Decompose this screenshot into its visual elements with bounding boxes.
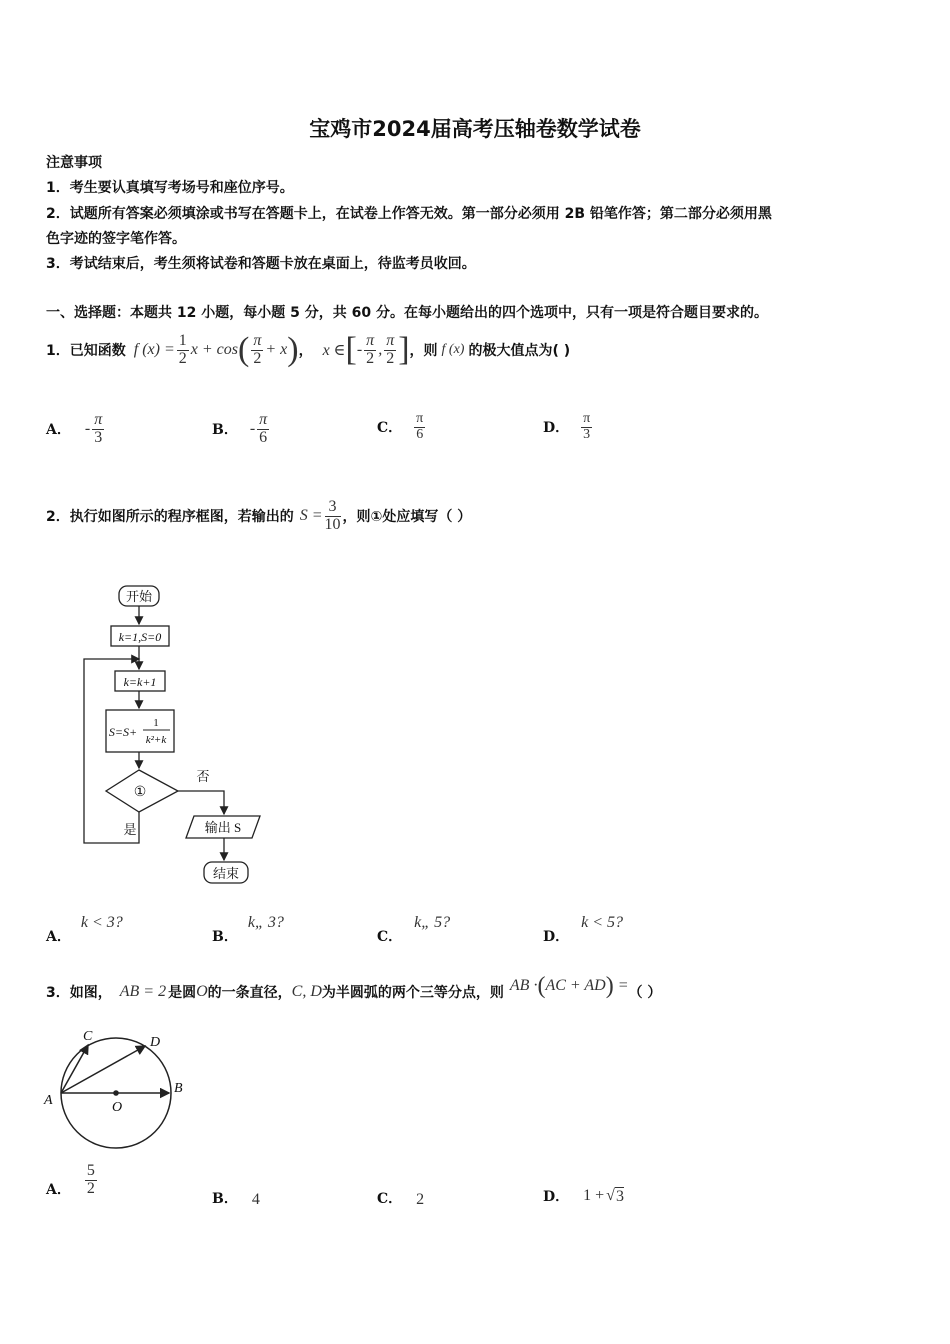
q1-rparen: ) xyxy=(287,331,299,368)
q1-fx: f (x) xyxy=(441,342,465,357)
q1-option-d[interactable]: D． $\frac{\pi}{3}$ xyxy=(543,411,591,442)
flow-output-label: 输出 S xyxy=(204,820,242,835)
q1-rbracket: ] xyxy=(398,331,410,368)
q1-option-a[interactable]: A． - $\frac{\pi}{3}$ xyxy=(46,411,103,446)
notice-item-2: 2．试题所有答案必须填涂或书写在答题卡上，在试卷上作答无效。第一部分必须用 2B 铅笔作答；第二部分必须用黑 xyxy=(46,206,772,222)
flow-update-label: S=S+ xyxy=(108,725,138,739)
q2-s-eq: S = xyxy=(299,507,323,524)
q3-suffix: （ ） xyxy=(628,985,662,1001)
flow-no-label: 否 xyxy=(196,769,210,784)
q1-sep: , xyxy=(378,341,383,358)
q1-half: $\frac{1}{2}$ xyxy=(178,331,187,367)
q1-lbracket: [ xyxy=(345,331,357,368)
q2-prefix: 2．执行如图所示的程序框图，若输出的 xyxy=(46,509,294,525)
label-o: O xyxy=(112,1100,123,1115)
flow-init-label: k=1,S=0 xyxy=(118,630,162,644)
q3-expr-inner: AC + AD xyxy=(545,977,606,994)
notice-item-1: 1．考生要认真填写考场号和座位序号。 xyxy=(46,180,294,196)
circle-figure xyxy=(40,1022,200,1158)
label-c: C xyxy=(83,1029,93,1044)
q3-option-d[interactable]: D． 1 + √ 3 xyxy=(543,1187,624,1205)
q1-comma: ， xyxy=(298,343,313,359)
q1-pi-half: $\frac{\pi}{2}$ xyxy=(253,331,262,367)
question-1 xyxy=(46,328,570,372)
q1-option-b[interactable]: B． - $\frac{\pi}{6}$ xyxy=(212,411,268,446)
q1-mid: ，则 xyxy=(409,343,438,359)
page-title: 宝鸡市2024届高考压轴卷数学试卷 xyxy=(309,117,641,141)
q1-prefix: 1．已知函数 xyxy=(46,343,126,359)
q2-fraction: $\frac{3}{10}$ xyxy=(324,497,341,533)
q1-x-cos: x + cos xyxy=(190,341,238,358)
q1-option-c[interactable]: C． $\frac{\pi}{6}$ xyxy=(377,411,424,442)
q1-plus-x: + x xyxy=(265,341,288,358)
label-a: A xyxy=(44,1093,53,1108)
q2-option-a[interactable]: A． k < 3? xyxy=(46,914,123,945)
q3-option-c[interactable]: C． 2 xyxy=(377,1191,425,1208)
q3-cd: C, D xyxy=(291,983,322,1000)
q3-o: O xyxy=(196,983,208,1000)
notice-item-2-cont: 色字迹的签字笔作答。 xyxy=(46,231,186,247)
q2-option-c[interactable]: C． k„ 5? xyxy=(377,914,451,945)
q3-t2: 的一条直径， xyxy=(207,985,292,1001)
q1-f-label: f (x) = xyxy=(133,341,175,358)
notice-item-3: 3．考试结束后，考生须将试卷和答题卡放在桌面上，待监考员收回。 xyxy=(46,256,476,272)
q2-option-d[interactable]: D． k < 5? xyxy=(543,914,624,945)
flow-update-num: 1 xyxy=(153,717,159,729)
flow-cond-label: ① xyxy=(133,785,147,800)
flow-start-label: 开始 xyxy=(125,589,153,604)
label-d: D xyxy=(150,1035,161,1050)
question-3: 3．如图， AB = 2 是圆 O 的一条直径， C, D 为半圆弧的两个三等分点，则 AB · ( AC + AD ) = （ ） xyxy=(46,972,662,1001)
q3-t1: 是圆 xyxy=(168,985,197,1001)
flow-update-den: k²+k xyxy=(145,734,167,746)
flow-no-branch xyxy=(178,791,224,814)
q3-option-b[interactable]: B． 4 xyxy=(212,1191,260,1208)
q3-prefix: 3．如图， xyxy=(46,985,112,1001)
label-b: B xyxy=(174,1081,183,1096)
q3-expr-left: AB · xyxy=(509,977,538,994)
q3-t3: 为半圆弧的两个三等分点，则 xyxy=(321,985,504,1001)
notice-heading: 注意事项 xyxy=(46,155,102,171)
q3-expr-right: = xyxy=(617,977,629,994)
question-2 xyxy=(46,494,471,538)
q1-suffix: 的极大值点为( ) xyxy=(468,343,571,359)
q1-interval-hi: $\frac{\pi}{2}$ xyxy=(386,331,395,367)
flow-inc-label: k=k+1 xyxy=(123,675,157,689)
q3-option-a[interactable]: A． $\frac{5}{2}$ xyxy=(46,1162,95,1199)
q2-option-b[interactable]: B． k„ 3? xyxy=(212,914,284,945)
q1-lparen: ( xyxy=(237,331,250,368)
flow-yes-label: 是 xyxy=(123,822,137,837)
flowchart-diagram xyxy=(78,578,278,890)
flow-end-label: 结束 xyxy=(212,866,240,881)
q1-interval-lo: $\frac{\pi}{2}$ xyxy=(366,331,375,367)
section-heading: 一、选择题：本题共 12 小题，每小题 5 分，共 60 分。在每小题给出的四个选项中，只有一项是符合题目要求的。 xyxy=(46,305,768,321)
q1-x-in: x ∈ xyxy=(322,342,346,359)
center-dot xyxy=(113,1090,119,1096)
q1-minus: - xyxy=(356,341,363,358)
q2-suffix: ，则①处应填写（ ） xyxy=(342,509,472,525)
q3-ab-eq: AB = 2 xyxy=(119,983,167,1000)
